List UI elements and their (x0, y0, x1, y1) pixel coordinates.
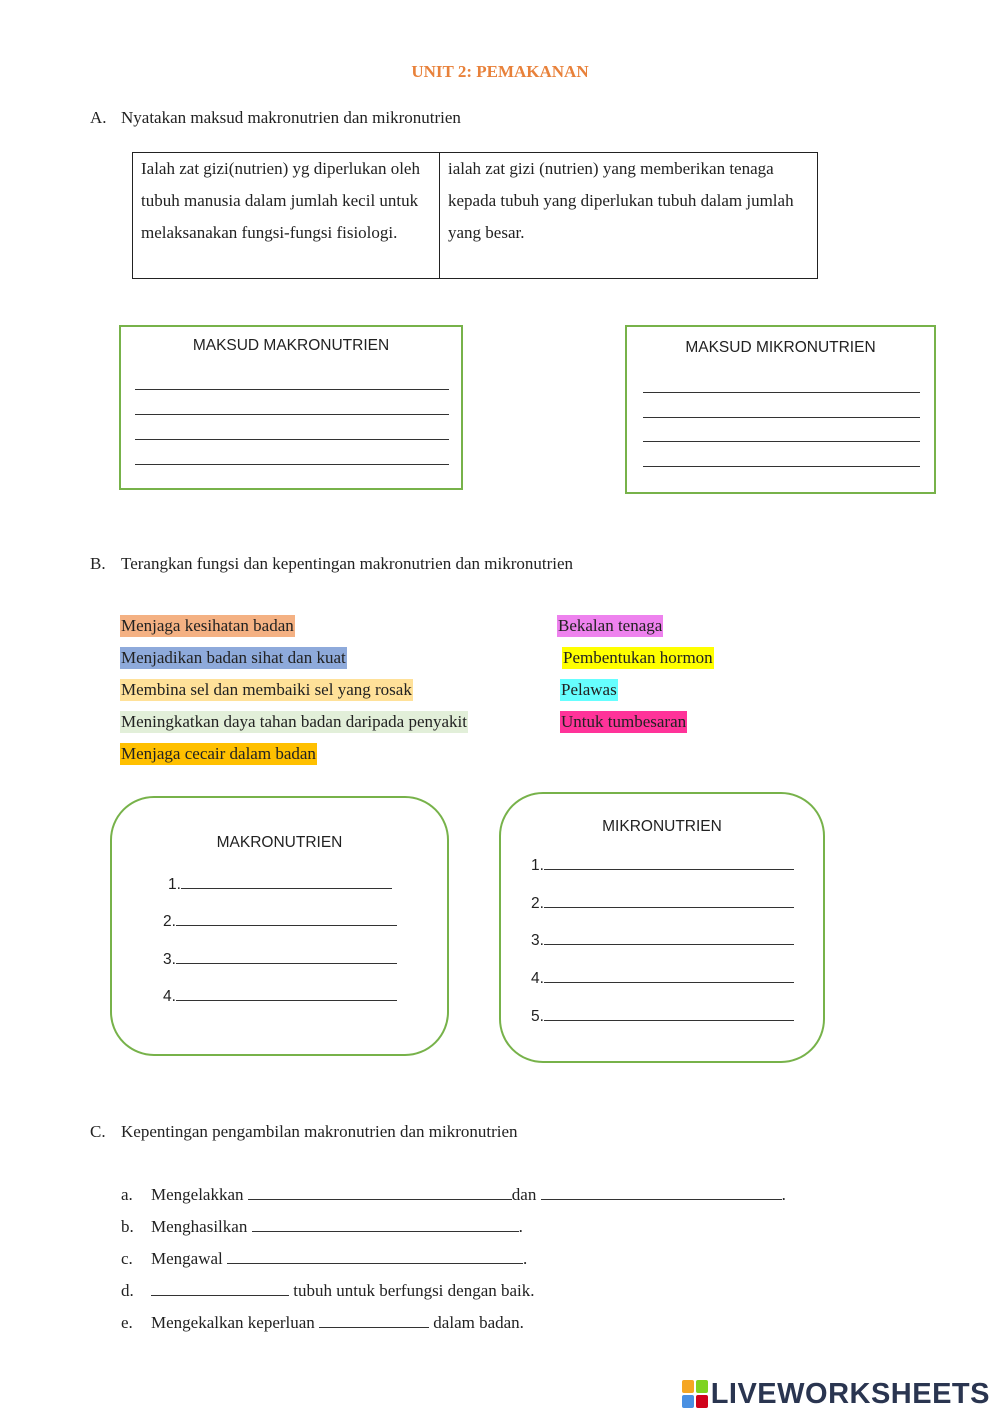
answer-number: 1. (168, 876, 181, 893)
answer-slot[interactable] (168, 875, 392, 894)
answer-line[interactable] (176, 987, 397, 1001)
answer-line[interactable] (643, 441, 920, 442)
function-item[interactable]: Pelawas (561, 680, 617, 699)
item-letter: a. (121, 1185, 133, 1204)
section-c-letter: C. (90, 1122, 106, 1141)
answer-number: 4. (163, 988, 176, 1005)
makronutrien-answer-box (110, 796, 449, 1056)
mikronutrien-definition-title: MAKSUD MIKRONUTRIEN (685, 339, 876, 356)
answer-line[interactable] (319, 1314, 429, 1328)
function-item[interactable]: Meningkatkan daya tahan badan daripada penyakit (121, 712, 468, 731)
answer-line[interactable] (135, 464, 449, 465)
function-item[interactable]: Untuk tumbesaran (561, 712, 687, 731)
statement-d (151, 1282, 535, 1299)
statement-text: . (781, 1185, 786, 1204)
answer-line[interactable] (151, 1282, 289, 1296)
function-item[interactable]: Membina sel dan membaiki sel yang rosak (121, 680, 412, 699)
answer-line[interactable] (252, 1218, 519, 1232)
answer-number: 5. (531, 1008, 544, 1025)
item-letter: d. (121, 1281, 134, 1300)
answer-slot[interactable] (531, 1007, 794, 1026)
definitions-table (132, 152, 818, 279)
statement-text: Mengekalkan keperluan (151, 1313, 315, 1332)
page-title: UNIT 2: PEMAKANAN (411, 62, 589, 81)
answer-line[interactable] (181, 875, 392, 889)
answer-line[interactable] (544, 894, 794, 908)
answer-slot[interactable] (163, 912, 397, 931)
answer-slot[interactable] (163, 950, 397, 969)
statement-c (151, 1250, 527, 1267)
mikronutrien-answer-box (499, 792, 825, 1063)
statement-text: dan (511, 1185, 537, 1204)
statement-e (151, 1314, 524, 1331)
answer-line[interactable] (544, 856, 794, 870)
function-item[interactable]: Pembentukan hormon (563, 648, 713, 667)
function-item[interactable]: Menjadikan badan sihat dan kuat (121, 648, 346, 667)
item-letter: e. (121, 1313, 133, 1332)
answer-line[interactable] (135, 439, 449, 440)
answer-slot[interactable] (531, 931, 794, 950)
section-a-heading: Nyatakan maksud makronutrien dan mikronutrien (121, 108, 461, 127)
answer-slot[interactable] (531, 969, 794, 988)
statement-text: tubuh untuk berfungsi dengan baik. (293, 1281, 535, 1300)
brand-name: LIVEWORKSHEETS (710, 1377, 990, 1410)
function-item[interactable]: Menjaga cecair dalam badan (121, 744, 316, 763)
answer-line[interactable] (541, 1186, 782, 1200)
mikronutrien-box-title: MIKRONUTRIEN (602, 818, 722, 835)
section-b-letter: B. (90, 554, 106, 573)
answer-slot[interactable] (531, 856, 794, 875)
answer-line[interactable] (544, 969, 794, 983)
answer-line[interactable] (176, 950, 397, 964)
answer-line[interactable] (643, 466, 920, 467)
answer-number: 3. (163, 951, 176, 968)
answer-line[interactable] (248, 1186, 512, 1200)
item-letter: b. (121, 1217, 134, 1236)
logo-square (682, 1395, 694, 1408)
makronutrien-definition-title: MAKSUD MAKRONUTRIEN (192, 337, 390, 354)
statement-text: dalam badan. (433, 1313, 524, 1332)
makronutrien-definition-box (119, 325, 463, 490)
section-c-heading: Kepentingan pengambilan makronutrien dan mikronutrien (121, 1122, 518, 1141)
liveworksheets-logo (682, 1377, 990, 1411)
answer-line[interactable] (643, 417, 920, 418)
definition-left-cell: Ialah zat gizi(nutrien) yg diperlukan oleh tubuh manusia dalam jumlah kecil untuk melaksanakan fungsi-fungsi fisiologi. (133, 153, 440, 278)
statement-text: Mengawal (151, 1249, 223, 1268)
answer-number: 1. (531, 857, 544, 874)
statement-text: Mengelakkan (151, 1185, 244, 1204)
statement-b (151, 1218, 523, 1235)
answer-line[interactable] (227, 1250, 523, 1264)
answer-number: 4. (531, 970, 544, 987)
statement-text: . (523, 1249, 528, 1268)
answer-number: 2. (163, 913, 176, 930)
logo-square (696, 1395, 708, 1408)
answer-line[interactable] (544, 1007, 794, 1021)
section-a-letter: A. (90, 108, 107, 127)
answer-slot[interactable] (531, 894, 794, 913)
answer-line[interactable] (176, 912, 397, 926)
makronutrien-box-title: MAKRONUTRIEN (216, 834, 343, 851)
item-letter: c. (121, 1249, 133, 1268)
mikronutrien-definition-box (625, 325, 936, 494)
function-item[interactable]: Menjaga kesihatan badan (121, 616, 294, 635)
logo-square (696, 1380, 708, 1393)
statement-a (151, 1186, 786, 1203)
answer-line[interactable] (135, 414, 449, 415)
answer-slot[interactable] (163, 987, 397, 1006)
answer-line[interactable] (135, 389, 449, 390)
answer-number: 3. (531, 932, 544, 949)
function-item[interactable]: Bekalan tenaga (558, 616, 663, 635)
definition-right-cell: ialah zat gizi (nutrien) yang memberikan tenaga kepada tubuh yang diperlukan tubuh dalam jumlah yang besar. (448, 159, 794, 242)
statement-text: . (518, 1217, 523, 1236)
answer-line[interactable] (643, 392, 920, 393)
answer-line[interactable] (544, 931, 794, 945)
logo-square (682, 1380, 694, 1393)
section-b-heading: Terangkan fungsi dan kepentingan makronutrien dan mikronutrien (121, 554, 574, 573)
answer-number: 2. (531, 895, 544, 912)
statement-text: Menghasilkan (151, 1217, 248, 1236)
liveworksheets-logo-icon (682, 1380, 708, 1408)
